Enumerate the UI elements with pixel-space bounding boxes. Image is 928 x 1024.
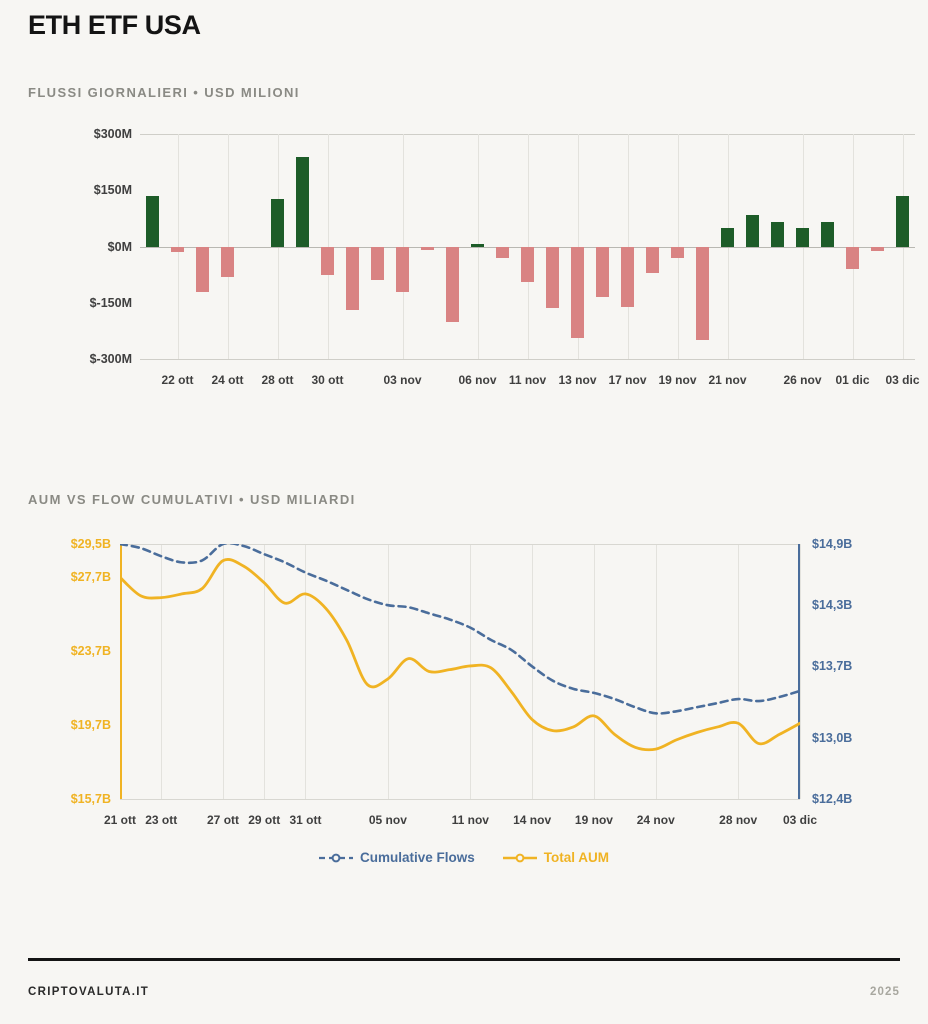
bar [371, 247, 384, 281]
daily-flows-plot [140, 134, 915, 359]
x-axis-tick-label: 24 nov [636, 813, 675, 827]
bar [421, 247, 434, 250]
x-axis-tick-label: 29 ott [248, 813, 281, 827]
bar [696, 247, 709, 341]
x-axis-tick-label: 21 ott [103, 813, 137, 827]
bar [521, 247, 534, 283]
bar [446, 247, 459, 322]
footer-year: 2025 [870, 986, 900, 998]
x-axis-tick-label: 19 nov [658, 373, 697, 387]
left-axis-tick-label: $29,5B [70, 537, 111, 551]
bar [221, 247, 234, 277]
axis-line-bottom [120, 799, 800, 800]
bar [396, 247, 409, 292]
x-axis-tick-label: 21 nov [708, 373, 747, 387]
left-axis-tick-label: $27,7B [70, 570, 111, 585]
footer-brand: CRIPTOVALUTA.IT [28, 986, 150, 998]
chart-2-title: AUM VS FLOW CUMULATIVI • USD MILIARDI [28, 492, 356, 507]
bar [771, 222, 784, 246]
x-axis-tick-label: 11 nov [451, 813, 489, 827]
x-axis-tick-label: 28 ott [261, 373, 294, 387]
bar [746, 215, 759, 247]
solid-line-icon [503, 852, 537, 864]
bar [271, 199, 284, 247]
x-axis-tick-label: 05 nov [368, 813, 407, 827]
y-axis-tick-label: $300M [93, 127, 132, 141]
right-axis-tick-label: $14,9B [812, 537, 853, 551]
bar [171, 247, 184, 253]
right-axis-tick-label: $12,4B [812, 792, 853, 806]
line-series-layer [120, 544, 800, 799]
left-axis-tick-label: $19,7B [70, 718, 111, 733]
x-axis-tick-label: 01 dic [835, 373, 870, 387]
bar [546, 247, 559, 309]
page-title: ETH ETF USA [28, 10, 201, 40]
bar [321, 247, 334, 275]
bar [871, 247, 884, 252]
left-axis-tick-label: $15,7B [70, 792, 111, 806]
x-axis-tick-label: 03 dic [782, 813, 818, 827]
bar [571, 247, 584, 339]
right-axis-tick-label: $13,7B [812, 659, 853, 674]
chart-1-title: FLUSSI GIORNALIERI • USD MILIONI [28, 85, 300, 100]
bar [196, 247, 209, 292]
series-line-cumulative-flows [120, 544, 800, 713]
bar [846, 247, 859, 270]
x-axis-tick-label: 13 nov [558, 373, 597, 387]
dashed-line-icon [319, 852, 353, 864]
x-axis-tick-label: 24 ott [211, 373, 244, 387]
bar [471, 244, 484, 247]
legend-label-total-aum: Total AUM [543, 850, 610, 865]
bar [896, 196, 909, 247]
x-axis-tick-label: 30 ott [311, 373, 344, 387]
daily-flows-chart [28, 120, 920, 400]
x-axis-tick-label: 22 ott [161, 373, 194, 387]
y-axis-tick-label: $-150M [89, 295, 132, 310]
x-axis-tick-label: 26 nov [783, 373, 822, 387]
y-axis-tick-label: $150M [93, 183, 132, 198]
y-axis-tick-label: $-300M [89, 352, 132, 366]
bar [346, 247, 359, 311]
bar [646, 247, 659, 273]
legend-item-total-aum[interactable] [503, 850, 609, 865]
x-axis-tick-label: 27 ott [207, 813, 240, 827]
series-line-total-aum [120, 559, 800, 749]
x-axis-tick-label: 17 nov [608, 373, 647, 387]
legend-item-cumulative-flows[interactable] [319, 850, 475, 865]
x-axis-tick-label: 14 nov [513, 813, 552, 827]
right-axis-tick-label: $13,0B [812, 730, 853, 745]
x-axis-tick-label: 19 nov [574, 813, 613, 827]
bar [671, 247, 684, 258]
legend-label-cumulative-flows: Cumulative Flows [359, 850, 475, 865]
bar [721, 228, 734, 247]
bar [496, 247, 509, 258]
x-axis-tick-label: 03 nov [383, 373, 422, 387]
x-axis-tick-label: 23 ott [145, 813, 178, 827]
y-axis-tick-label: $0M [107, 239, 132, 254]
aum-vs-flows-plot [120, 544, 800, 799]
bar [621, 247, 634, 307]
left-axis-tick-label: $23,7B [70, 644, 111, 659]
aum-vs-flows-chart [28, 530, 900, 890]
bar [296, 157, 309, 247]
x-axis-tick-label: 31 ott [289, 813, 322, 827]
x-axis-tick-label: 28 nov [719, 813, 758, 827]
x-axis-tick-label: 03 dic [885, 373, 920, 387]
bar [596, 247, 609, 298]
axis-line-bottom [140, 359, 915, 360]
x-axis-tick-label: 06 nov [458, 373, 497, 387]
bar [796, 228, 809, 247]
gridline [800, 544, 801, 799]
footer-divider [28, 958, 900, 961]
x-axis-tick-label: 11 nov [508, 373, 547, 387]
chart-legend [28, 850, 900, 865]
right-axis-tick-label: $14,3B [812, 598, 853, 613]
bar [146, 196, 159, 247]
bar [821, 222, 834, 246]
